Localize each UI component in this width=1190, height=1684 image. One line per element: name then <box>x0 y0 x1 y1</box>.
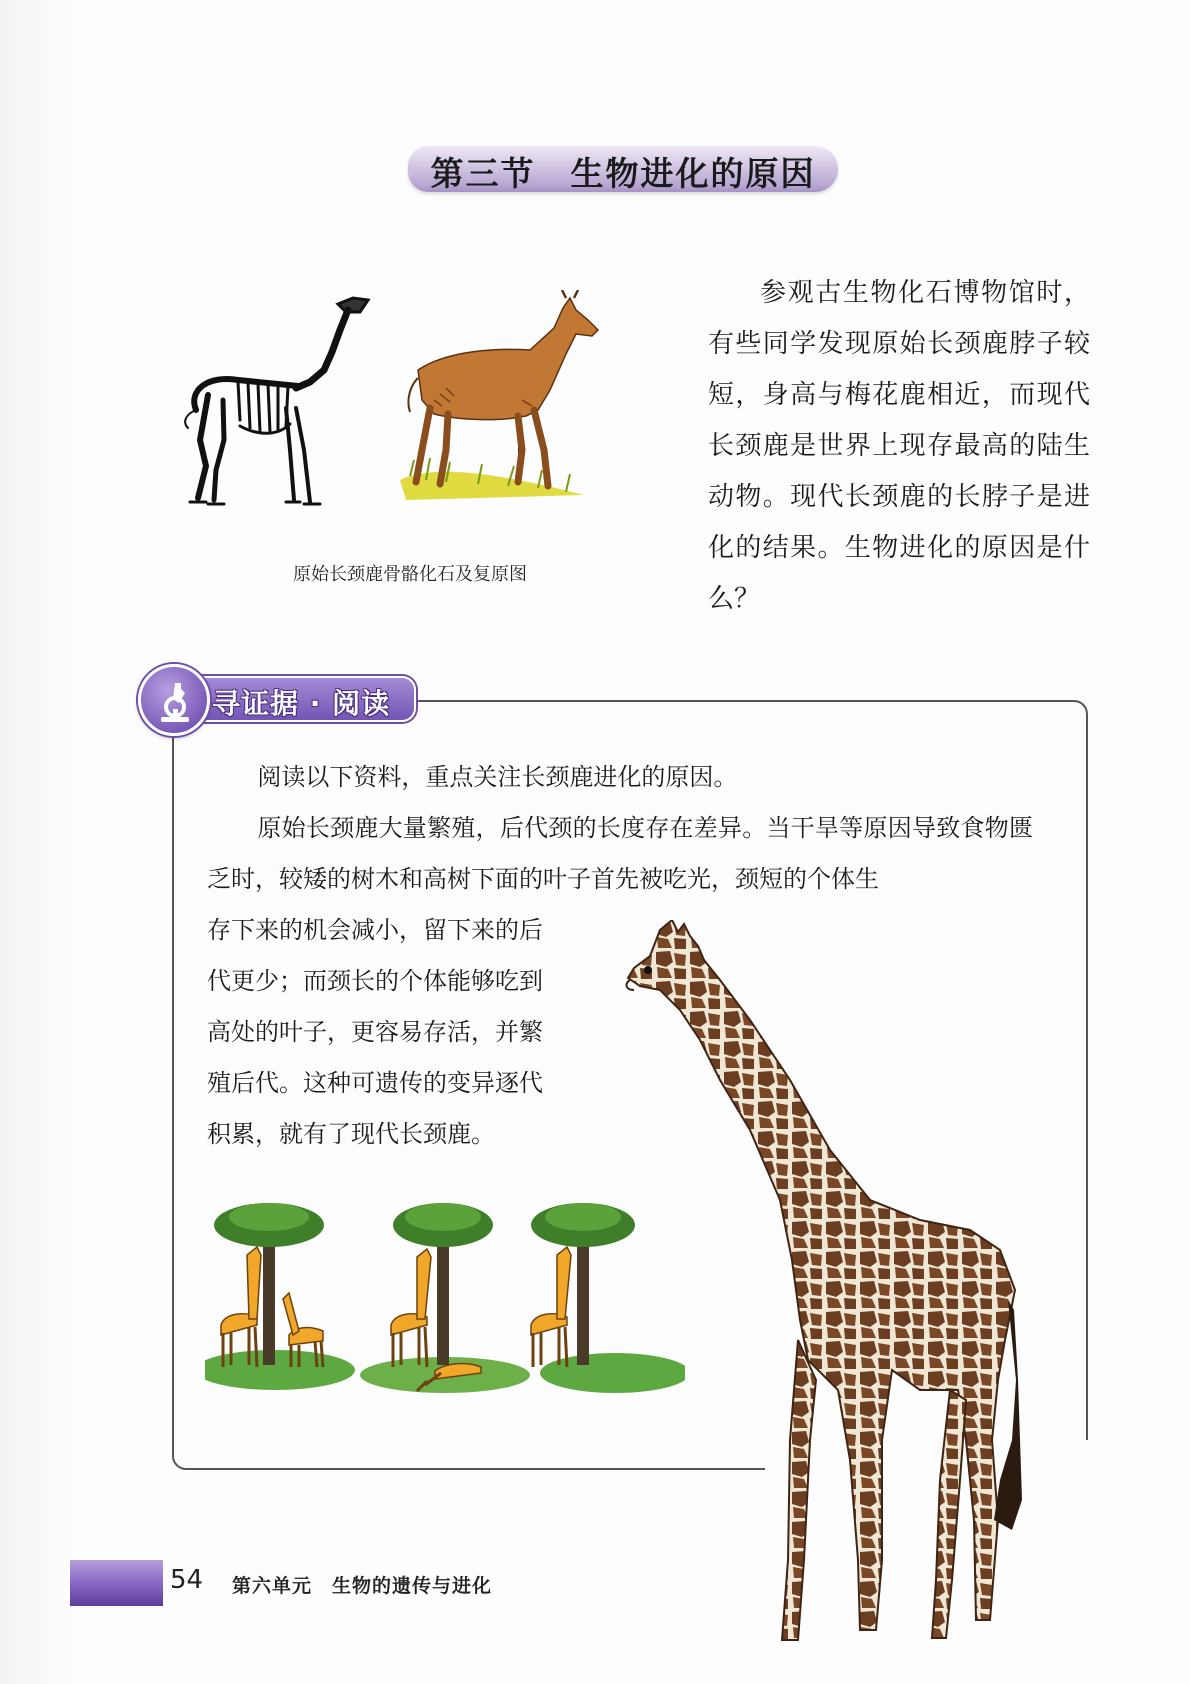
footer-unit-title: 第六单元 生物的遗传与进化 <box>232 1575 493 1597</box>
section-title-band <box>408 140 838 196</box>
section-title: 第三节 生物进化的原因 <box>430 154 816 193</box>
tree-2 <box>393 1203 493 1365</box>
page-number: 54 <box>170 1565 204 1595</box>
reading-line: 殖后代。这种可遗传的变异逐代 <box>207 1069 543 1097</box>
giraffe-selection-illustration <box>205 1195 685 1395</box>
figure-caption: 原始长颈鹿骨骼化石及复原图 <box>293 564 527 585</box>
reconstructed-ancestor-drawing <box>400 290 598 500</box>
intro-paragraph: 参观古生物化石博物馆时，有些同学发现原始长颈鹿脖子较短，身高与梅花鹿相近，而现代长颈鹿是世界上现存最高的陆生动物。现代长颈鹿的长脖子是进化的结果。生物进化的原因是什么？ <box>708 278 1090 614</box>
reading-line: 存下来的机会减小，留下来的后 <box>207 916 543 944</box>
reading-paragraph-narrow <box>207 905 585 1160</box>
reading-line: 代更少；而颈长的个体能够吃到 <box>207 967 543 995</box>
reading-line: 积累，就有了现代长颈鹿。 <box>207 1120 495 1148</box>
activity-badge-label: 寻证据 · 阅读 <box>212 687 391 720</box>
reading-paragraph-full-width: 原始长颈鹿大量繁殖，后代颈的长度存在差异。当干旱等原因导致食物匮乏时，较矮的树木和高树下面的叶子首先被吃光，颈短的个体生 <box>207 814 1033 893</box>
page-edge <box>0 0 70 1684</box>
modern-giraffe-illustration <box>620 920 1090 1650</box>
activity-badge-circle <box>138 664 210 736</box>
footer-accent-bar <box>70 1560 163 1606</box>
fossil-and-reconstruction-illustration <box>178 290 628 540</box>
reading-lead: 阅读以下资料，重点关注长颈鹿进化的原因。 <box>257 763 738 791</box>
reading-line: 高处的叶子，更容易存活，并繁 <box>207 1018 543 1046</box>
intro-paragraph-block <box>708 268 1090 625</box>
skeleton-fossil-drawing <box>185 298 368 504</box>
microscope-icon <box>155 679 195 723</box>
